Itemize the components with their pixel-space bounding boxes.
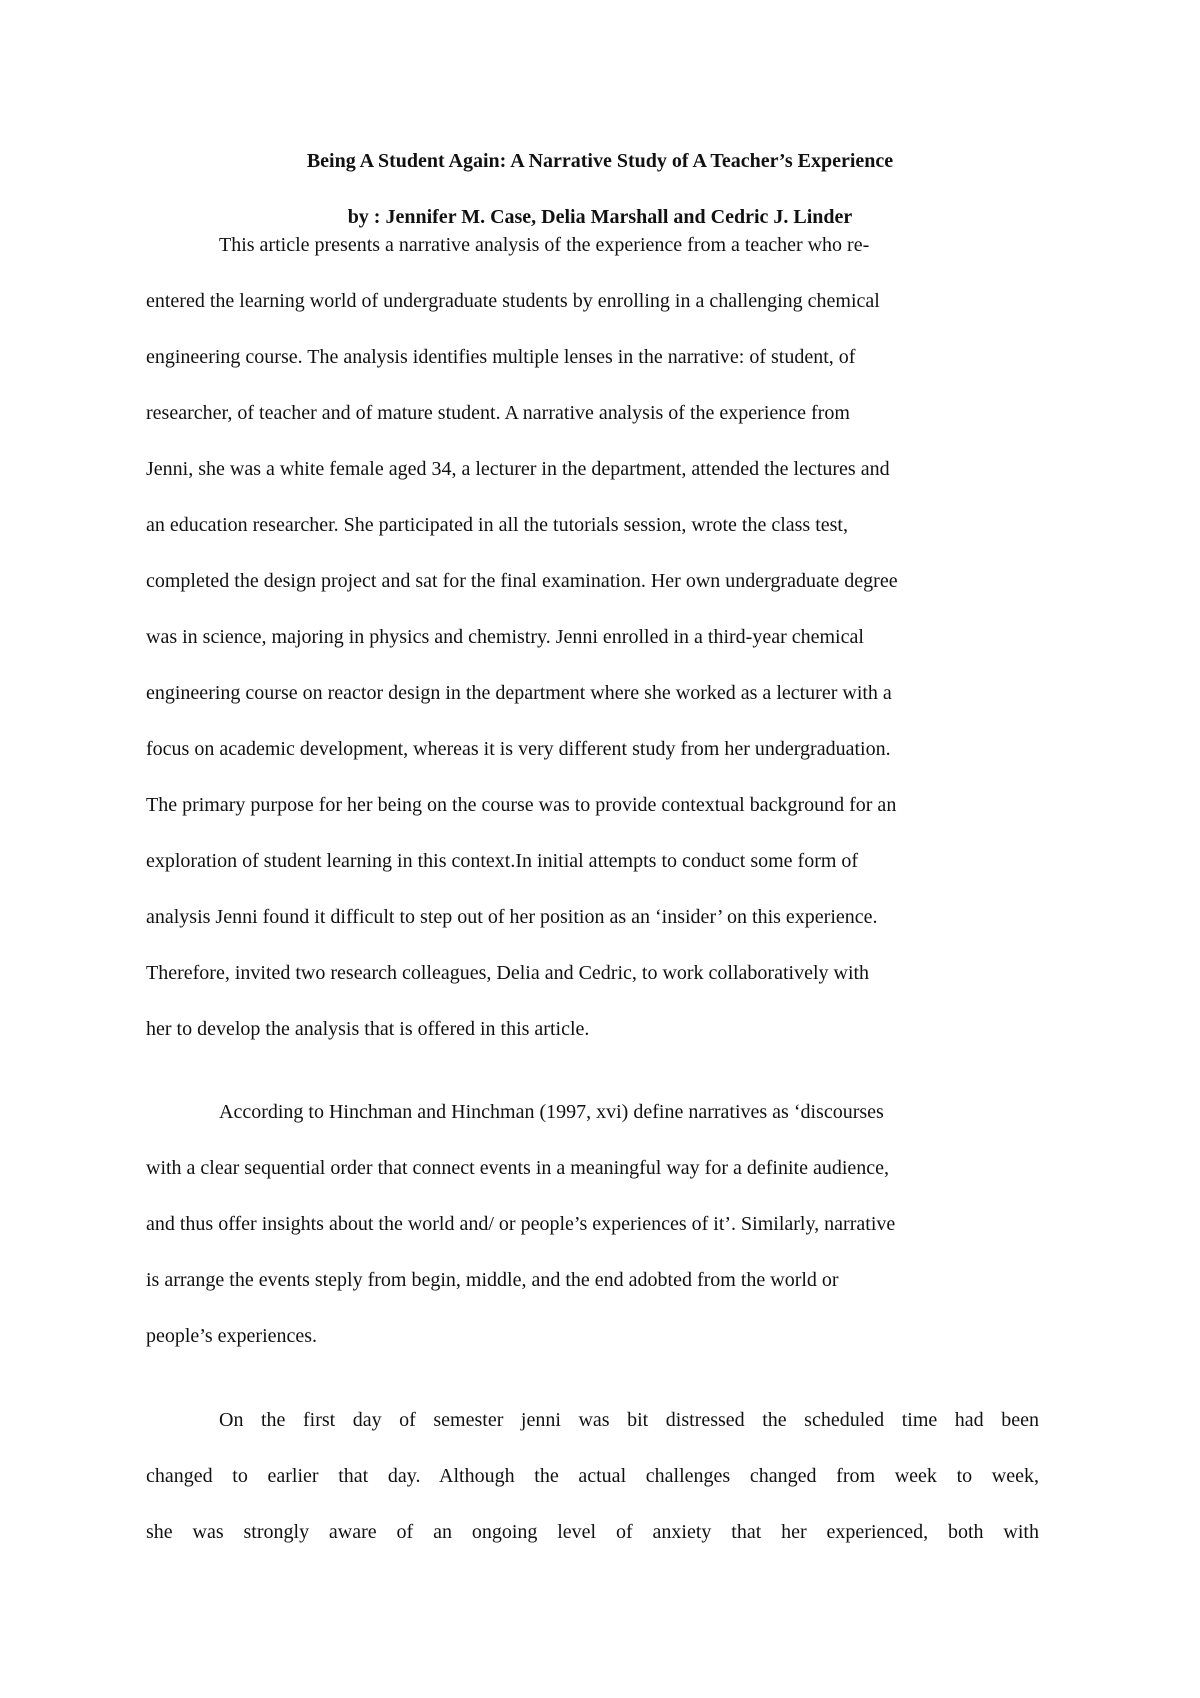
paragraph-1-line: exploration of student learning in this context.In initial attempts to conduct some form of <box>146 850 859 872</box>
paragraph-1-line: analysis Jenni found it difficult to step out of her position as an ‘insider’ on this experience. <box>146 906 878 928</box>
document-title: Being A Student Again: A Narrative Study of A Teacher’s Experience <box>306 150 894 172</box>
paragraph-1-line: Therefore, invited two research colleagues, Delia and Cedric, to work collaboratively with <box>146 962 870 984</box>
paragraph-1-line: an education researcher. She participated in all the tutorials session, wrote the class test, <box>146 514 848 536</box>
paragraph-2-line: According to Hinchman and Hinchman (1997, xvi) define narratives as ‘discourses <box>219 1101 884 1123</box>
paragraph-3-line: she was strongly aware of an ongoing level of anxiety that her experienced, both with <box>146 1521 1039 1543</box>
paragraph-1-line: The primary purpose for her being on the course was to provide contextual background for an <box>146 794 897 816</box>
paragraph-2-line: is arrange the events steply from begin, middle, and the end adobted from the world or <box>146 1269 839 1291</box>
paragraph-1-line: engineering course on reactor design in the department where she worked as a lecturer with a <box>146 682 892 704</box>
paragraph-1-line: completed the design project and sat for the final examination. Her own undergraduate degree <box>146 570 898 592</box>
paragraph-1-line: focus on academic development, whereas it is very different study from her undergraduation. <box>146 738 891 760</box>
paragraph-2-line: with a clear sequential order that connect events in a meaningful way for a definite audience, <box>146 1157 890 1179</box>
paragraph-1-line: researcher, of teacher and of mature student. A narrative analysis of the experience from <box>146 402 850 424</box>
paragraph-3-line: changed to earlier that day. Although the actual challenges changed from week to week, <box>146 1465 1039 1487</box>
paragraph-2-line: and thus offer insights about the world and/ or people’s experiences of it’. Similarly, narrative <box>146 1213 896 1235</box>
paragraph-1-line: engineering course. The analysis identifies multiple lenses in the narrative: of student, of <box>146 346 856 368</box>
paragraph-2-line: people’s experiences. <box>146 1325 318 1347</box>
paragraph-1-line: entered the learning world of undergraduate students by enrolling in a challenging chemical <box>146 290 880 312</box>
paragraph-3-line: On the first day of semester jenni was bit distressed the scheduled time had been <box>219 1409 1039 1431</box>
paragraph-1-line: Jenni, she was a white female aged 34, a lecturer in the department, attended the lectures and <box>146 458 890 480</box>
paragraph-1-line: her to develop the analysis that is offered in this article. <box>146 1018 590 1040</box>
document-authors: by : Jennifer M. Case, Delia Marshall and Cedric J. Linder <box>347 206 853 228</box>
paragraph-1-line: This article presents a narrative analysis of the experience from a teacher who re- <box>219 234 870 256</box>
paragraph-1-line: was in science, majoring in physics and chemistry. Jenni enrolled in a third-year chemical <box>146 626 864 648</box>
